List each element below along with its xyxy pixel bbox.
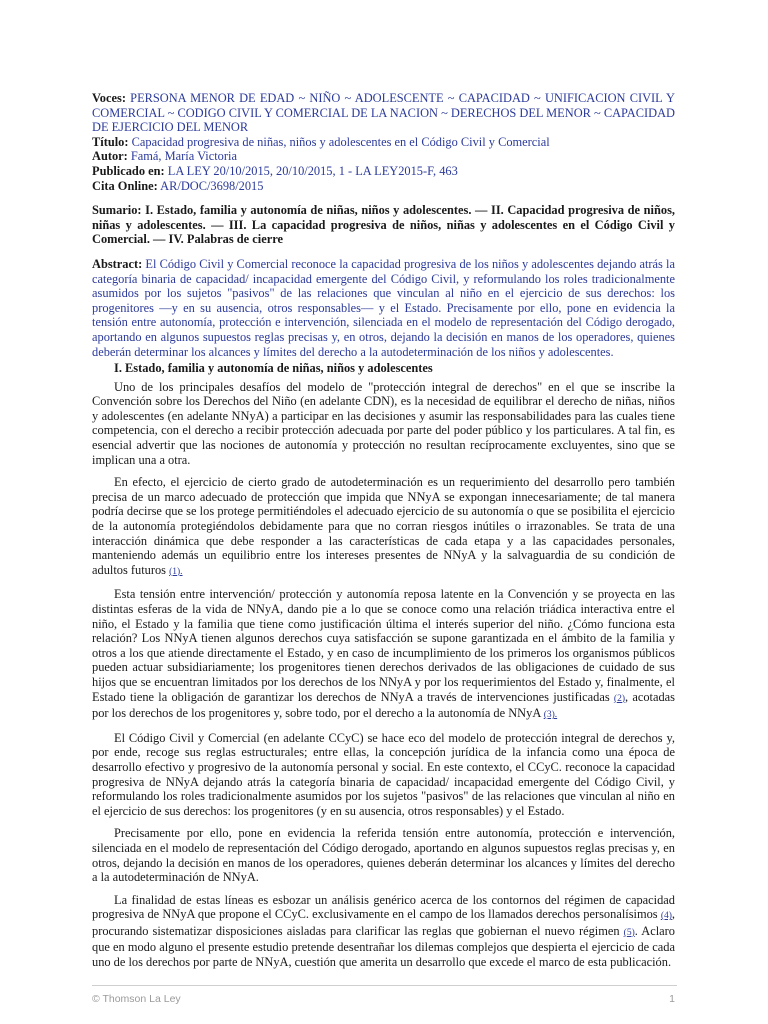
document-page bbox=[92, 91, 675, 978]
publicado-label: Publicado en: bbox=[92, 163, 165, 178]
cita-line bbox=[92, 179, 675, 194]
paragraph-6-text-b: , procurando sistematizar disposiciones aisladas para clarificar las reglas que gobiernan el nuevo régimen bbox=[92, 907, 675, 938]
voces-line bbox=[92, 91, 675, 135]
autor-value[interactable]: Famá, María Victoria bbox=[130, 149, 237, 164]
voces-label: Voces: bbox=[92, 91, 126, 105]
summary: Sumario: I. Estado, familia y autonomía de niñas, niños y adolescentes. — II. Capacidad progresiva de niños, niñas y adolescentes. — III. La capacidad progresiva de niños, niñas y adolescentes en el Código Civil y Comercial. — IV. Palabras de cierre bbox=[92, 203, 675, 247]
footnote-link-5[interactable]: (5) bbox=[623, 927, 635, 938]
footnote-link-4[interactable]: (4) bbox=[660, 911, 672, 922]
titulo-value: Capacidad progresiva de niñas, niños y adolescentes en el Código Civil y Comercial bbox=[131, 134, 550, 149]
paragraph-6 bbox=[92, 893, 675, 970]
titulo-label: Título: bbox=[92, 134, 129, 149]
abstract-text: El Código Civil y Comercial reconoce la capacidad progresiva de los niños y adolescentes dejando atrás la categoría binaria de capacidad/ incapacidad emergente del Código Civil, y reformulando los roles tradicionalmente asumidos por los sujetos "pasivos" de las relaciones que vinculan al niño en el ejercicio de sus derechos: los progenitores —y en su ausencia, otros responsables— y el Estado. Precisamente por ello, pone en evidencia la tensión entre autonomía, protección e intervención, silenciada en el modelo de representación del Código derogado, aportando en algunos supuestos reglas precisas y, en otros, dejando la decisión en manos de los operadores, quienes deberán determinar los alcances y límites del derecho a la autodeterminación de los niños y adolescentes. bbox=[92, 256, 675, 359]
paragraph-6-text-c: . Aclaro que en modo alguno el presente estudio pretende desentrañar los dilemas complejos que despierta el ejercicio de cada uno de los derechos por parte de NNyA, cuestión que amerita un desarrollo que excede el marco de esta publicación. bbox=[92, 923, 675, 970]
footer-page-number: 1 bbox=[669, 993, 675, 1005]
paragraph-2 bbox=[92, 475, 675, 579]
publicado-line bbox=[92, 164, 675, 179]
paragraph-3 bbox=[92, 587, 675, 722]
footnote-link-1[interactable]: (1). bbox=[169, 566, 183, 577]
titulo-line bbox=[92, 135, 675, 150]
autor-line bbox=[92, 149, 675, 164]
voces-value[interactable]: PERSONA MENOR DE EDAD ~ NIÑO ~ ADOLESCENTE ~ CAPACIDAD ~ UNIFICACION CIVIL Y COMERCIAL ~ CODIGO CIVIL Y COMERCIAL DE LA NACION ~ DERECHOS DEL MENOR ~ CAPACIDAD DE EJERCICIO DEL MENOR bbox=[92, 91, 675, 135]
abstract bbox=[92, 257, 675, 359]
cita-label: Cita Online: bbox=[92, 178, 158, 193]
paragraph-1: Uno de los principales desafíos del modelo de "protección integral de derechos" en el que se inscribe la Convención sobre los Derechos del Niño (en adelante CDN), es la necesidad de equilibrar el derecho de niñas, niños y adolescentes (en adelante NNyA) a participar en las decisiones y asumir las responsabilidades para las cuales tiene competencia, con el derecho a recibir protección adecuada por parte del poder público y los particulares. A tal fin, es esencial advertir que las nociones de autonomía y protección no resultan recíprocamente excluyentes, sino que se implican una a otra. bbox=[92, 379, 675, 467]
paragraph-6-text-a: La finalidad de estas líneas es esbozar un análisis genérico acerca de los contornos del régimen de capacidad progresiva de NNyA que propone el CCyC. exclusivamente en el campo de los llamados derechos personalísimos bbox=[92, 892, 675, 922]
footer-copyright: © Thomson La Ley bbox=[92, 993, 181, 1005]
cita-value: AR/DOC/3698/2015 bbox=[160, 178, 264, 193]
section-heading: I. Estado, familia y autonomía de niñas, niños y adolescentes bbox=[114, 361, 433, 376]
footnote-link-3[interactable]: (3). bbox=[543, 710, 558, 721]
paragraph-2-text: En efecto, el ejercicio de cierto grado de autodeterminación es un requerimiento del desarrollo pero también precisa de un marco adecuado de protección que impida que NNyA se expongan innecesariamente; de tal manera podría decirse que se los protege permitiéndoles el adecuado ejercicio de su autonomía o que se posibilita el ejercicio de la autonomía protegiéndolos debidamente para que no corran riesgos inútiles o irrazonables. Se trata de una interacción dinámica que debe responder a las características de cada etapa y a las capacidades personales, manteniendo además un equilibrio entre los intereses presentes de NNyA y la salvaguardia de su condición de adultos futuros bbox=[92, 475, 675, 577]
paragraph-4: El Código Civil y Comercial (en adelante CCyC) se hace eco del modelo de protección integral de derechos y, por ende, recoge sus reglas estructurales; entre ellas, la concepción jurídica de la infancia como una época de desarrollo efectivo y progresivo de la autonomía personal y social. En este contexto, el CCyC. reconoce la capacidad progresiva de NNyA dejando atrás la categoría binaria de capacidad/ incapacidad emergente del Código Civil, y reformulando los roles tradicionalmente asumidos por los sujetos "pasivos" de las relaciones que vinculan al niño en el ejercicio de sus derechos: los progenitores (y en su ausencia, otros responsables) y el Estado. bbox=[92, 730, 675, 818]
publicado-value: LA LEY 20/10/2015, 20/10/2015, 1 - LA LEY2015-F, 463 bbox=[167, 163, 458, 178]
paragraph-3-text-b: , acotadas por los derechos de los progenitores y, sobre todo, por el derecho a la autonomía de NNyA bbox=[92, 689, 675, 721]
paragraph-5: Precisamente por ello, pone en evidencia la referida tensión entre autonomía, protección e intervención, silenciada en el modelo de representación del Código derogado, aportando en algunos supuestos reglas precisas y, en otros, dejando la decisión en manos de los operadores, quienes deberán determinar los alcances y límites del derecho a la autodeterminación de NNyA. bbox=[92, 826, 675, 885]
paragraph-3-text-a: Esta tensión entre intervención/ protección y autonomía reposa latente en la Convención y se proyecta en las distintas esferas de la vida de NNyA, dando pie a lo que se conoce como una relación triádica interactiva entre el niño, el Estado y la familia que tiene como justificación última el interés superior del niño. ¿Cómo funciona esta relación? Los NNyA tienen algunos derechos cuya satisfacción se supone garantizada en el ámbito de la familia y otros a los que atiende directamente el Estado, y en caso de incumplimiento de los primeros los organismos públicos pueden actuar subsidiariamente; los progenitores tienen derechos derivados de las obligaciones de cuidado de sus hijos que se encuentran limitados por los derechos de los NNyA y por los requerimientos del Estado y, finalmente, el Estado tiene la obligación de garantizar los derechos de NNyA a través de intervenciones justificadas bbox=[92, 587, 675, 704]
footer-divider bbox=[92, 985, 677, 986]
metadata-block bbox=[92, 91, 675, 193]
footnote-link-2[interactable]: (2) bbox=[613, 693, 625, 704]
autor-label: Autor: bbox=[92, 149, 128, 164]
abstract-label: Abstract: bbox=[92, 256, 143, 271]
